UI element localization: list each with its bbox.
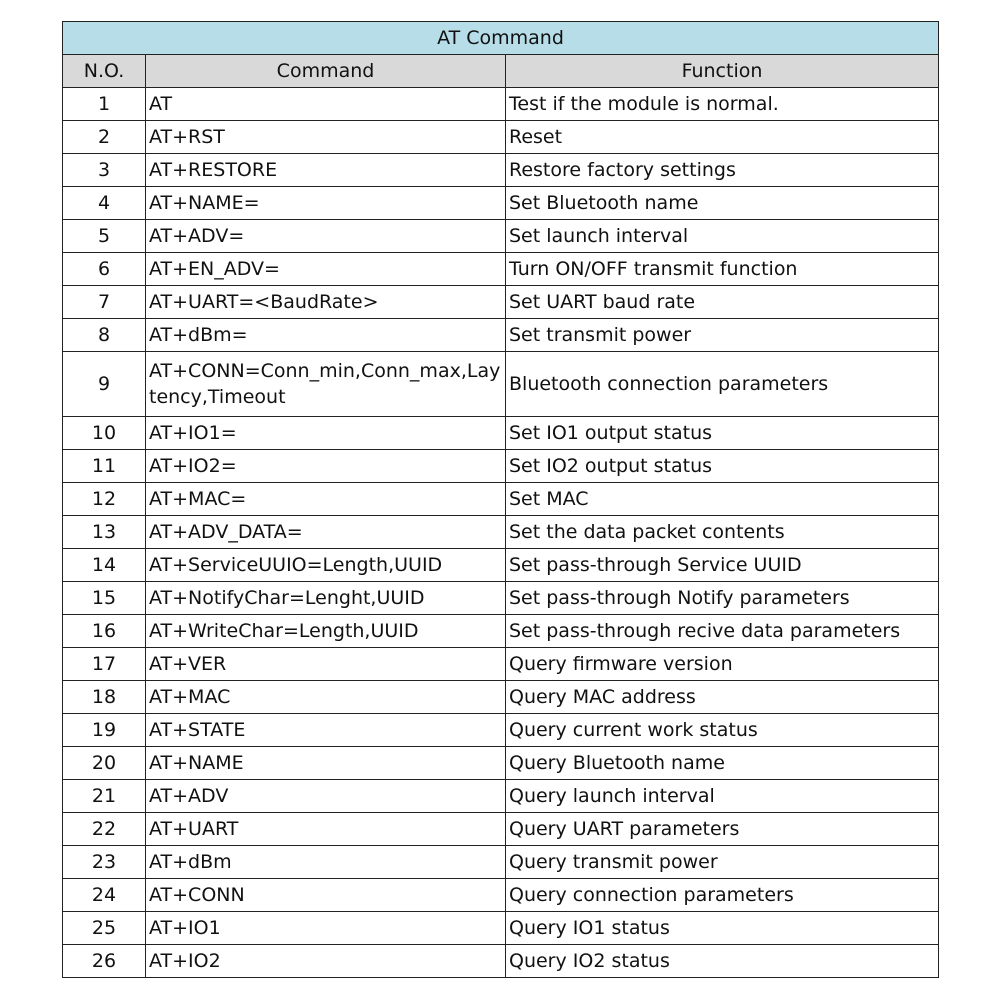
table-title: AT Command <box>63 22 939 55</box>
function-cell: Query IO2 status <box>506 945 939 978</box>
row-number: 26 <box>63 945 146 978</box>
function-cell: Query connection parameters <box>506 879 939 912</box>
command-cell: AT+WriteChar=Length,UUID <box>146 615 506 648</box>
function-cell: Set IO2 output status <box>506 450 939 483</box>
function-cell: Query current work status <box>506 714 939 747</box>
row-number: 3 <box>63 154 146 187</box>
table-row <box>63 516 939 549</box>
command-cell: AT+ADV_DATA= <box>146 516 506 549</box>
row-number: 17 <box>63 648 146 681</box>
table-row <box>63 549 939 582</box>
table-row <box>63 450 939 483</box>
table-row <box>63 846 939 879</box>
command-cell: AT+MAC= <box>146 483 506 516</box>
table-row <box>63 582 939 615</box>
row-number: 25 <box>63 912 146 945</box>
table-title-row <box>63 22 939 55</box>
row-number: 11 <box>63 450 146 483</box>
row-number: 18 <box>63 681 146 714</box>
command-cell: AT+NAME <box>146 747 506 780</box>
table-row <box>63 352 939 417</box>
table-row <box>63 253 939 286</box>
function-cell: Set Bluetooth name <box>506 187 939 220</box>
table-row <box>63 319 939 352</box>
table-row <box>63 648 939 681</box>
command-cell: AT+VER <box>146 648 506 681</box>
row-number: 23 <box>63 846 146 879</box>
table-row <box>63 483 939 516</box>
function-cell: Set launch interval <box>506 220 939 253</box>
table-row <box>63 187 939 220</box>
row-number: 7 <box>63 286 146 319</box>
table-row <box>63 88 939 121</box>
function-cell: Set UART baud rate <box>506 286 939 319</box>
table-row <box>63 945 939 978</box>
function-cell: Query MAC address <box>506 681 939 714</box>
table-row <box>63 681 939 714</box>
table-row <box>63 154 939 187</box>
function-cell: Test if the module is normal. <box>506 88 939 121</box>
function-cell: Query IO1 status <box>506 912 939 945</box>
function-cell: Bluetooth connection parameters <box>506 352 939 417</box>
row-number: 1 <box>63 88 146 121</box>
row-number: 20 <box>63 747 146 780</box>
row-number: 21 <box>63 780 146 813</box>
column-header-command: Command <box>146 55 506 88</box>
command-cell: AT+RST <box>146 121 506 154</box>
row-number: 9 <box>63 352 146 417</box>
function-cell: Set pass-through Service UUID <box>506 549 939 582</box>
function-cell: Query launch interval <box>506 780 939 813</box>
column-header-no: N.O. <box>63 55 146 88</box>
command-cell: AT+NotifyChar=Lenght,UUID <box>146 582 506 615</box>
table-header-row <box>63 55 939 88</box>
table-body <box>63 88 939 978</box>
function-cell: Set MAC <box>506 483 939 516</box>
row-number: 6 <box>63 253 146 286</box>
command-cell: AT+IO1 <box>146 912 506 945</box>
row-number: 16 <box>63 615 146 648</box>
row-number: 4 <box>63 187 146 220</box>
row-number: 12 <box>63 483 146 516</box>
table-row <box>63 417 939 450</box>
row-number: 14 <box>63 549 146 582</box>
row-number: 22 <box>63 813 146 846</box>
row-number: 8 <box>63 319 146 352</box>
column-header-function: Function <box>506 55 939 88</box>
command-cell: AT+dBm= <box>146 319 506 352</box>
command-cell: AT+UART <box>146 813 506 846</box>
function-cell: Query firmware version <box>506 648 939 681</box>
command-cell: AT+ADV <box>146 780 506 813</box>
command-cell: AT+EN_ADV= <box>146 253 506 286</box>
function-cell: Set IO1 output status <box>506 417 939 450</box>
table-row <box>63 615 939 648</box>
function-cell: Set the data packet contents <box>506 516 939 549</box>
row-number: 15 <box>63 582 146 615</box>
function-cell: Set pass-through recive data parameters <box>506 615 939 648</box>
command-cell: AT+STATE <box>146 714 506 747</box>
command-cell: AT+RESTORE <box>146 154 506 187</box>
command-cell: AT+ADV= <box>146 220 506 253</box>
command-cell: AT+IO1= <box>146 417 506 450</box>
row-number: 10 <box>63 417 146 450</box>
command-cell: AT <box>146 88 506 121</box>
table-row <box>63 121 939 154</box>
function-cell: Query UART parameters <box>506 813 939 846</box>
function-cell: Restore factory settings <box>506 154 939 187</box>
command-cell: AT+dBm <box>146 846 506 879</box>
table-row <box>63 286 939 319</box>
command-cell: AT+CONN <box>146 879 506 912</box>
command-cell: AT+UART=<BaudRate> <box>146 286 506 319</box>
row-number: 5 <box>63 220 146 253</box>
row-number: 2 <box>63 121 146 154</box>
command-cell: AT+IO2= <box>146 450 506 483</box>
table-row <box>63 714 939 747</box>
function-cell: Query transmit power <box>506 846 939 879</box>
command-cell: AT+NAME= <box>146 187 506 220</box>
table-row <box>63 879 939 912</box>
row-number: 19 <box>63 714 146 747</box>
row-number: 24 <box>63 879 146 912</box>
table-row <box>63 220 939 253</box>
function-cell: Turn ON/OFF transmit function <box>506 253 939 286</box>
command-cell: AT+MAC <box>146 681 506 714</box>
function-cell: Reset <box>506 121 939 154</box>
table-row <box>63 912 939 945</box>
table-row <box>63 747 939 780</box>
at-command-table <box>62 21 939 978</box>
function-cell: Set pass-through Notify parameters <box>506 582 939 615</box>
table-row <box>63 813 939 846</box>
function-cell: Query Bluetooth name <box>506 747 939 780</box>
command-cell: AT+IO2 <box>146 945 506 978</box>
function-cell: Set transmit power <box>506 319 939 352</box>
command-cell: AT+CONN=Conn_min,Conn_max,Laytency,Timeout <box>146 352 506 417</box>
command-cell: AT+ServiceUUIO=Length,UUID <box>146 549 506 582</box>
table-row <box>63 780 939 813</box>
row-number: 13 <box>63 516 146 549</box>
